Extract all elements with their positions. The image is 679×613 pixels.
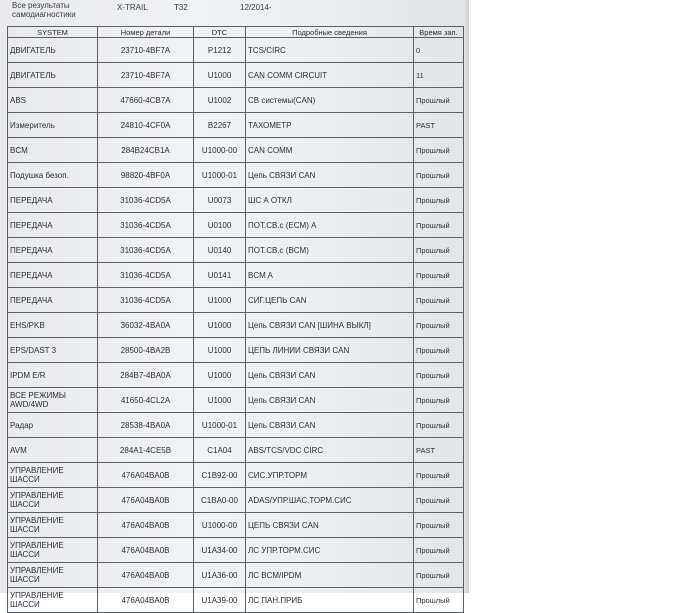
cell-details: СВ системы(CAN) [246, 88, 414, 113]
cell-part-number: 476A04BA0B [98, 463, 194, 488]
cell-dtc: U1A34-00 [194, 538, 246, 563]
cell-part-number: 284B24CB1A [98, 138, 194, 163]
cell-time: Прошлый [414, 513, 464, 538]
cell-part-number: 31036-4CD5A [98, 263, 194, 288]
cell-system: ПЕРЕДАЧА [8, 188, 98, 213]
cell-details: CAN COMM CIRCUIT [246, 63, 414, 88]
cell-system: УПРАВЛЕНИЕ ШАССИ [8, 488, 98, 513]
table-row [8, 213, 464, 238]
table-row [8, 188, 464, 213]
table-row [8, 263, 464, 288]
column-header-details: Подробные сведения [246, 27, 414, 38]
cell-part-number: 284A1-4CE5B [98, 438, 194, 463]
cell-dtc: U1000 [194, 363, 246, 388]
cell-system: IPDM E/R [8, 363, 98, 388]
report-title: Все результаты самодиагностики [12, 1, 76, 19]
cell-system: Подушка безоп. [8, 163, 98, 188]
cell-dtc: U0073 [194, 188, 246, 213]
cell-system: ДВИГАТЕЛЬ [8, 63, 98, 88]
cell-time: 11 [414, 63, 464, 88]
cell-system: ДВИГАТЕЛЬ [8, 38, 98, 63]
cell-part-number: 31036-4CD5A [98, 213, 194, 238]
cell-system: EPS/DAST 3 [8, 338, 98, 363]
cell-details: ADAS/УПР.ШАС.ТОРМ.СИС [246, 488, 414, 513]
column-header-part-number: Номер детали [98, 27, 194, 38]
cell-part-number: 23710-4BF7A [98, 63, 194, 88]
cell-time: 0 [414, 38, 464, 63]
cell-time: Прошлый [414, 138, 464, 163]
cell-dtc: U1002 [194, 88, 246, 113]
cell-part-number: 31036-4CD5A [98, 188, 194, 213]
cell-system: УПРАВЛЕНИЕ ШАССИ [8, 463, 98, 488]
cell-dtc: U1A39-00 [194, 588, 246, 613]
cell-dtc: U1000 [194, 313, 246, 338]
table-row [8, 463, 464, 488]
cell-system: УПРАВЛЕНИЕ ШАССИ [8, 538, 98, 563]
cell-part-number: 31036-4CD5A [98, 238, 194, 263]
cell-time: Прошлый [414, 363, 464, 388]
cell-details: ЦЕПЬ ЛИНИИ СВЯЗИ CAN [246, 338, 414, 363]
cell-part-number: 28538-4BA0A [98, 413, 194, 438]
cell-system: ПЕРЕДАЧА [8, 263, 98, 288]
table-row [8, 488, 464, 513]
table-row [8, 538, 464, 563]
cell-time: Прошлый [414, 413, 464, 438]
cell-time: Прошлый [414, 288, 464, 313]
cell-time: Прошлый [414, 463, 464, 488]
cell-time: Прошлый [414, 313, 464, 338]
table-row [8, 163, 464, 188]
cell-dtc: U0141 [194, 263, 246, 288]
cell-dtc: U1000-00 [194, 138, 246, 163]
cell-part-number: 476A04BA0B [98, 538, 194, 563]
cell-details: TCS/CIRC [246, 38, 414, 63]
cell-time: Прошлый [414, 563, 464, 588]
cell-system: УПРАВЛЕНИЕ ШАССИ [8, 563, 98, 588]
cell-dtc: B2267 [194, 113, 246, 138]
cell-system: ABS [8, 88, 98, 113]
cell-details: ЛС ПАН.ПРИБ [246, 588, 414, 613]
cell-details: Цепь СВЯЗИ CAN [246, 413, 414, 438]
cell-system: ПЕРЕДАЧА [8, 288, 98, 313]
diagnostic-results-table [7, 26, 464, 613]
cell-system: ВСЕ РЕЖИМЫ AWD/4WD [8, 388, 98, 413]
cell-dtc: C1A04 [194, 438, 246, 463]
table-row [8, 63, 464, 88]
cell-system: УПРАВЛЕНИЕ ШАССИ [8, 513, 98, 538]
cell-time: Прошлый [414, 388, 464, 413]
table-row [8, 588, 464, 613]
cell-dtc: U1000 [194, 288, 246, 313]
cell-time: Прошлый [414, 338, 464, 363]
cell-system: ПЕРЕДАЧА [8, 213, 98, 238]
cell-time: Прошлый [414, 163, 464, 188]
cell-dtc: U1000 [194, 338, 246, 363]
table-row [8, 113, 464, 138]
cell-details: BCM A [246, 263, 414, 288]
cell-time: PAST [414, 113, 464, 138]
column-header-time: Время зап. [414, 27, 464, 38]
table-row [8, 513, 464, 538]
column-header-system: SYSTEM [8, 27, 98, 38]
cell-time: Прошлый [414, 263, 464, 288]
vehicle-model-code: T32 [174, 3, 188, 12]
cell-part-number: 23710-4BF7A [98, 38, 194, 63]
cell-system: Радар [8, 413, 98, 438]
cell-part-number: 476A04BA0B [98, 513, 194, 538]
table-row [8, 238, 464, 263]
cell-part-number: 284B7-4BA0A [98, 363, 194, 388]
cell-details: ЦЕПЬ СВЯЗИ CAN [246, 513, 414, 538]
cell-details: ТАХОМЕТР [246, 113, 414, 138]
cell-details: СИГ.ЦЕПЬ CAN [246, 288, 414, 313]
cell-time: Прошлый [414, 88, 464, 113]
table-row [8, 338, 464, 363]
cell-part-number: 476A04BA0B [98, 588, 194, 613]
table-row [8, 313, 464, 338]
cell-details: ПОТ.СВ.с (ECM) A [246, 213, 414, 238]
cell-details: ABS/TCS/VDC CIRC [246, 438, 414, 463]
cell-part-number: 41650-4CL2A [98, 388, 194, 413]
cell-system: ПЕРЕДАЧА [8, 238, 98, 263]
table-row [8, 38, 464, 63]
cell-dtc: U1000 [194, 63, 246, 88]
cell-part-number: 24810-4CF0A [98, 113, 194, 138]
table-row [8, 388, 464, 413]
cell-details: CAN COMM [246, 138, 414, 163]
cell-details: ЛС УПР.ТОРМ.СИС [246, 538, 414, 563]
cell-details: Цепь СВЯЗИ CAN [ШИНА ВЫКЛ] [246, 313, 414, 338]
production-date: 12/2014- [240, 3, 272, 12]
cell-part-number: 28500-4BA2B [98, 338, 194, 363]
cell-dtc: C1B92-00 [194, 463, 246, 488]
cell-details: Цепь СВЯЗИ CAN [246, 163, 414, 188]
cell-dtc: U1000 [194, 388, 246, 413]
table-header-row [8, 27, 464, 38]
cell-dtc: U0140 [194, 238, 246, 263]
cell-dtc: C1BA0-00 [194, 488, 246, 513]
cell-part-number: 31036-4CD5A [98, 288, 194, 313]
table-row [8, 138, 464, 163]
table-row [8, 288, 464, 313]
cell-dtc: U1A36-00 [194, 563, 246, 588]
cell-time: Прошлый [414, 538, 464, 563]
cell-dtc: U1000-00 [194, 513, 246, 538]
cell-part-number: 98820-4BF0A [98, 163, 194, 188]
column-header-dtc: DTC [194, 27, 246, 38]
cell-part-number: 36032-4BA0A [98, 313, 194, 338]
cell-details: ПОТ.СВ.с (BCM) [246, 238, 414, 263]
cell-time: PAST [414, 438, 464, 463]
cell-details: ШС А ОТКЛ [246, 188, 414, 213]
cell-dtc: U1000-01 [194, 163, 246, 188]
cell-time: Прошлый [414, 588, 464, 613]
cell-system: EHS/PKB [8, 313, 98, 338]
table-row [8, 438, 464, 463]
cell-dtc: U0100 [194, 213, 246, 238]
table-row [8, 363, 464, 388]
cell-part-number: 47660-4CB7A [98, 88, 194, 113]
cell-dtc: U1000-01 [194, 413, 246, 438]
table-row [8, 563, 464, 588]
cell-details: Цепь СВЯЗИ CAN [246, 363, 414, 388]
cell-part-number: 476A04BA0B [98, 488, 194, 513]
cell-time: Прошлый [414, 488, 464, 513]
cell-dtc: P1212 [194, 38, 246, 63]
table-row [8, 413, 464, 438]
cell-details: Цепь СВЯЗИ CAN [246, 388, 414, 413]
cell-system: BCM [8, 138, 98, 163]
cell-time: Прошлый [414, 188, 464, 213]
cell-part-number: 476A04BA0B [98, 563, 194, 588]
cell-time: Прошлый [414, 238, 464, 263]
vehicle-model: X-TRAIL [117, 3, 148, 12]
cell-time: Прошлый [414, 213, 464, 238]
cell-details: ЛС BCM/IPDM [246, 563, 414, 588]
table-row [8, 88, 464, 113]
cell-system: AVM [8, 438, 98, 463]
cell-system: Измеритель [8, 113, 98, 138]
cell-details: СИС.УПР.ТОРМ [246, 463, 414, 488]
cell-system: УПРАВЛЕНИЕ ШАССИ [8, 588, 98, 613]
